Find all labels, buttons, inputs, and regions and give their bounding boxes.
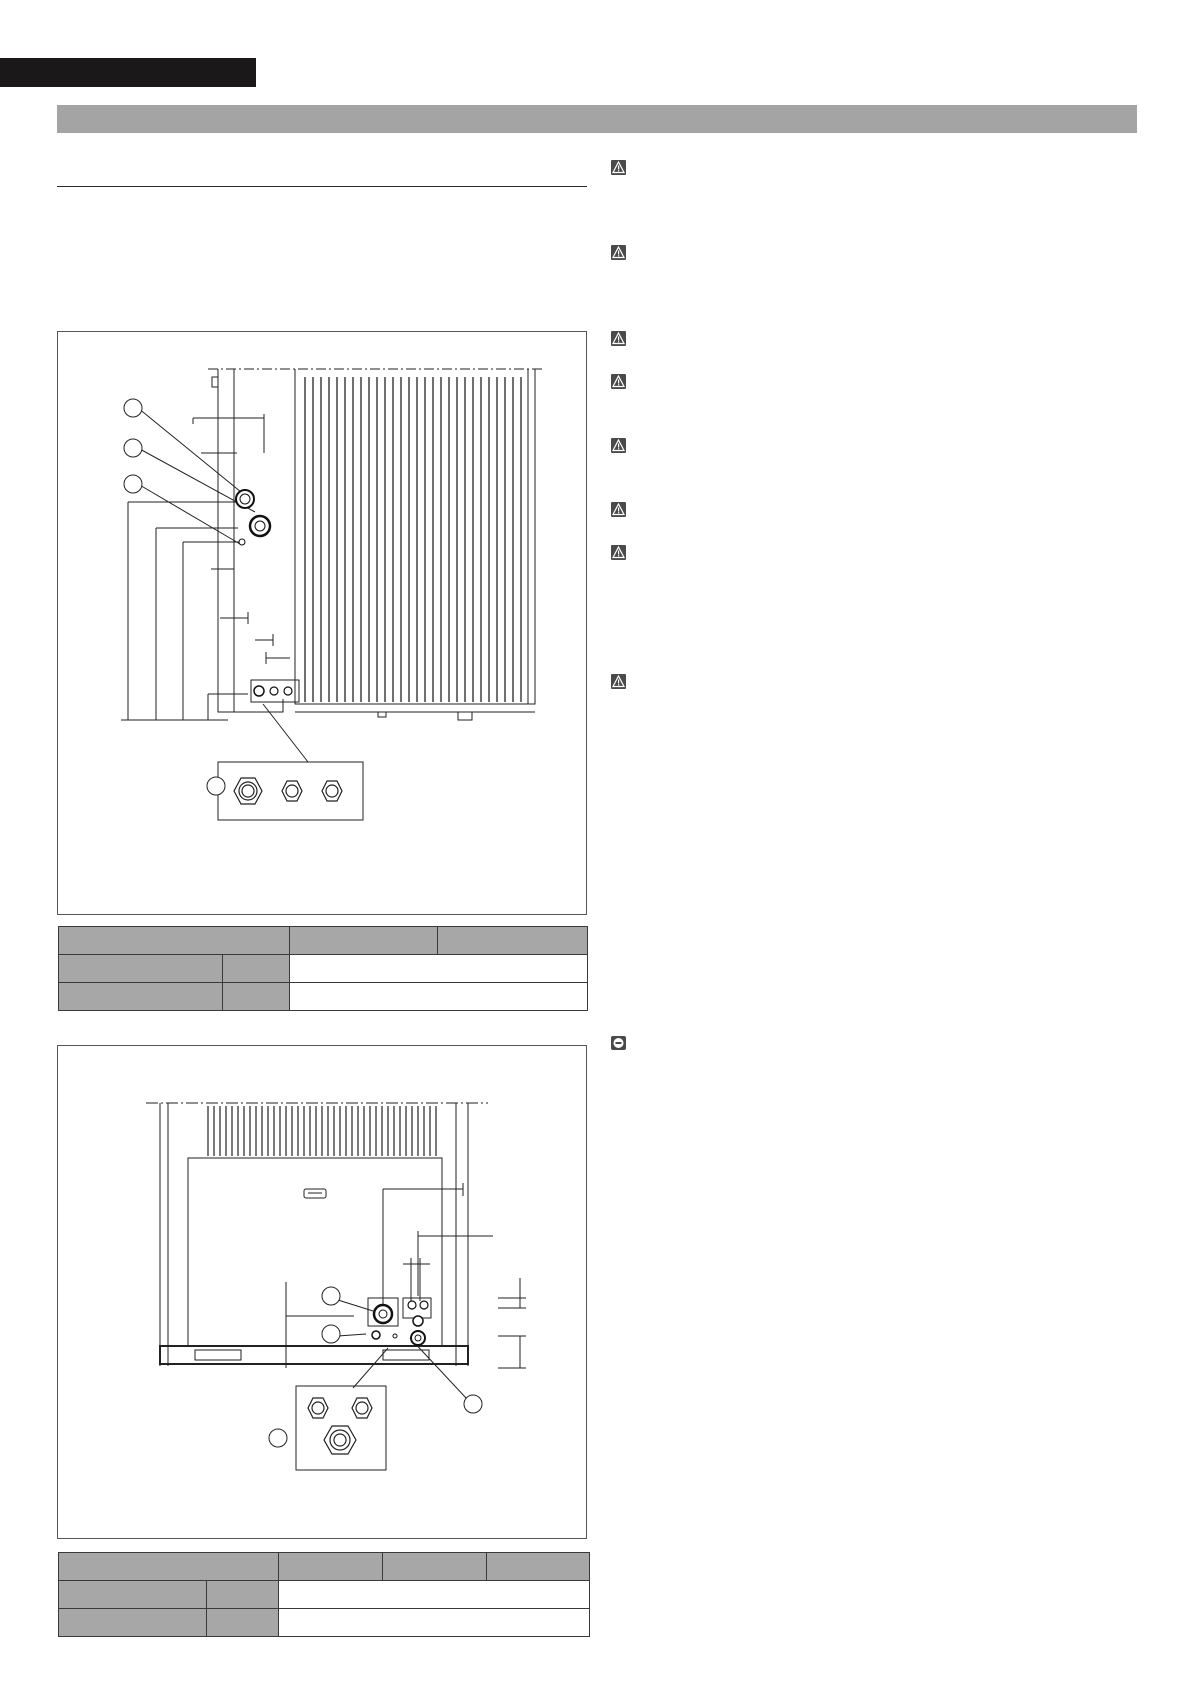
callout-circle	[322, 1325, 340, 1343]
table-cell	[207, 1581, 279, 1609]
table-cell	[223, 955, 290, 983]
section-tab	[0, 58, 256, 87]
callout-circle	[124, 439, 142, 457]
table-row	[59, 1581, 590, 1609]
side-view-drawing	[58, 332, 586, 914]
callout-circle	[322, 1287, 340, 1305]
table-cell	[59, 955, 223, 983]
callout-circle	[124, 399, 142, 417]
prohibition-icon	[611, 1036, 626, 1050]
figure-side-view	[57, 331, 587, 915]
table-cell	[279, 1609, 590, 1637]
section-title-bar	[57, 105, 1137, 133]
table-cell	[59, 1609, 207, 1637]
table-row	[59, 983, 588, 1011]
table-header-cell	[59, 1553, 279, 1581]
warning-triangle-icon	[611, 160, 626, 175]
spec-table-2	[58, 1552, 590, 1637]
callout-circle	[269, 1429, 287, 1447]
table-cell	[290, 955, 588, 983]
table-header-cell	[279, 1553, 383, 1581]
callout-circle	[207, 777, 225, 795]
table-row	[59, 955, 588, 983]
warning-triangle-icon	[611, 245, 626, 260]
table-cell	[59, 1581, 207, 1609]
warning-triangle-icon	[611, 674, 626, 689]
subsection-rule	[57, 186, 587, 187]
callout-circle	[124, 475, 142, 493]
rear-view-drawing	[58, 1046, 586, 1538]
warning-triangle-icon	[611, 438, 626, 453]
table-header-cell	[59, 927, 290, 955]
warning-triangle-icon	[611, 502, 626, 517]
table-header-cell	[290, 927, 438, 955]
table-cell	[290, 983, 588, 1011]
figure-rear-view	[57, 1045, 587, 1539]
table-cell	[223, 983, 290, 1011]
table-header-row	[59, 927, 588, 955]
callout-circle	[464, 1395, 482, 1413]
table-cell	[279, 1581, 590, 1609]
table-header-cell	[438, 927, 588, 955]
table-row	[59, 1609, 590, 1637]
table-header-cell	[487, 1553, 590, 1581]
table-header-row	[59, 1553, 590, 1581]
warning-triangle-icon	[611, 545, 626, 560]
spec-table-1	[58, 926, 588, 1011]
warning-triangle-icon	[611, 374, 626, 389]
table-cell	[59, 983, 223, 1011]
table-header-cell	[383, 1553, 487, 1581]
warning-triangle-icon	[611, 331, 626, 346]
table-cell	[207, 1609, 279, 1637]
